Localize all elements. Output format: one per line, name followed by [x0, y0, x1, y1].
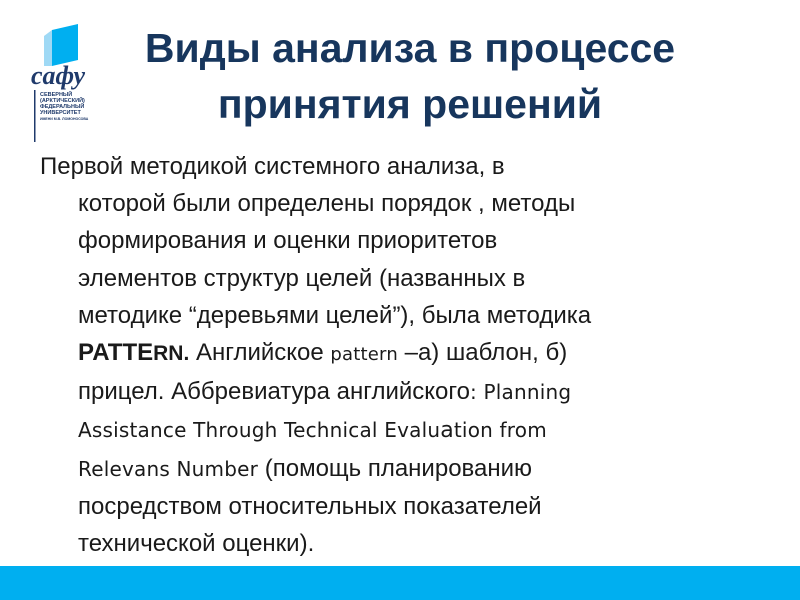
title-line-2: принятия решений [217, 81, 603, 127]
body-fragment: –а) шаблон, б) [397, 339, 568, 367]
body-line [40, 334, 740, 373]
body-line: которой были определены порядок , методы [78, 190, 576, 218]
body-fragment-english: a [440, 418, 454, 444]
body-fragment: (помощь планированию [258, 454, 533, 482]
svg-text:cафу: cафу [31, 61, 86, 90]
body-fragment-english: Assistance Through Technical Evalu [78, 418, 441, 443]
body-fragment-english: Relevans Number [78, 456, 259, 481]
body-fragment-english: pattern [330, 344, 398, 366]
body-line: технической оценки). [78, 530, 315, 558]
body-line [40, 411, 740, 449]
body-line [40, 450, 740, 488]
body-fragment: Английское [189, 339, 331, 367]
title-line-1: Виды анализа в процессе [144, 25, 676, 71]
body-line: методике “деревьями целей”), была методика [78, 301, 592, 329]
body-line [40, 373, 740, 411]
body-fragment: прицел. Аббревиатура английского [78, 378, 470, 406]
body-line: Первой методикой системного анализа, в [40, 153, 505, 180]
body-fragment-english: tion from [453, 418, 547, 443]
acronym-pattern: PATTE [78, 339, 154, 367]
logo-caption: СЕВЕРНЫЙ (АРКТИЧЕСКИЙ) ФЕДЕРАЛЬНЫЙ УНИВЕРСИТЕТ ИМЕНИ М.В. ЛОМОНОСОВА [40, 92, 89, 121]
slide-title [80, 20, 740, 132]
acronym-pattern-end: RN. [153, 342, 190, 366]
slide-body-text [40, 148, 740, 562]
body-fragment-english: : Planning [469, 380, 572, 405]
bottom-accent-bar [0, 566, 800, 600]
body-line: посредством относительных показателей [78, 492, 542, 520]
body-line: формирования и оценки приоритетов [78, 227, 498, 255]
body-line: элементов структур целей (названных в [78, 264, 526, 292]
